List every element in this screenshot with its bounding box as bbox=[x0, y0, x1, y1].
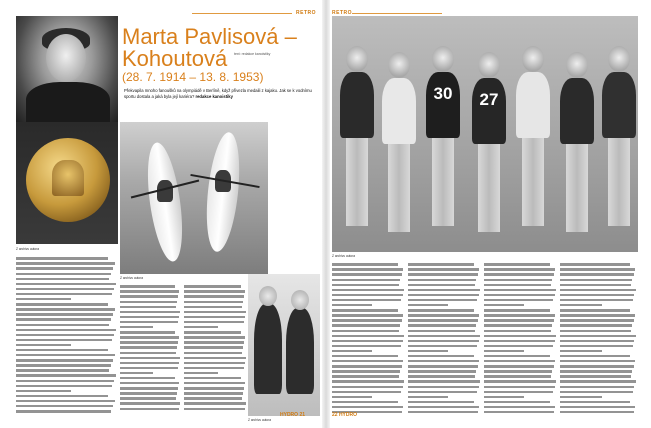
lead-text: Překvapila mnoho fanoušků na olympiádě v Berlíně, když přivezla medaili z kajaku. Jak se k vodnímu sportu dostala a jaká byla její kariéra? bbox=[124, 88, 312, 100]
article-headline: Marta Pavlisová – Kohoutová bbox=[122, 24, 297, 71]
medal-caption: Z archivu autora bbox=[16, 247, 40, 251]
body-text-line bbox=[408, 410, 480, 415]
medal-photo bbox=[16, 122, 118, 244]
right-page-folio: 22 HYDRO bbox=[332, 412, 358, 418]
body-column-3 bbox=[184, 284, 246, 416]
two-women-caption: Z archivu autora bbox=[248, 418, 272, 422]
kayak-photo bbox=[120, 122, 268, 274]
medal-icon bbox=[26, 138, 110, 222]
retro-rule bbox=[352, 13, 442, 14]
article-dates: (28. 7. 1914 – 13. 8. 1953) bbox=[122, 70, 264, 84]
team-photo bbox=[332, 16, 638, 252]
body-column-1 bbox=[16, 256, 116, 418]
right-page bbox=[330, 4, 640, 422]
article-credits: text: redakce kanoistiky bbox=[234, 52, 271, 56]
two-women-photo bbox=[248, 274, 320, 416]
bib-number: 30 bbox=[433, 84, 453, 103]
article-lead bbox=[124, 88, 318, 100]
body-column-2 bbox=[120, 284, 180, 416]
body-column-6 bbox=[484, 262, 556, 418]
body-text-line bbox=[484, 410, 556, 415]
body-text-line bbox=[560, 410, 636, 415]
body-column-4 bbox=[332, 262, 404, 418]
body-column-5 bbox=[408, 262, 480, 418]
portrait-photo bbox=[16, 16, 118, 122]
body-text-line bbox=[120, 406, 180, 411]
body-text-line bbox=[184, 406, 246, 411]
retro-tag: RETRO bbox=[296, 10, 316, 16]
body-text-line bbox=[16, 409, 116, 414]
kayak-caption: Z archivu autora bbox=[120, 276, 144, 280]
left-page-folio: HYDRO 21 bbox=[280, 412, 306, 418]
lead-byline: redakce kanoistiky bbox=[195, 94, 233, 100]
spread-gutter bbox=[322, 0, 330, 428]
body-column-7 bbox=[560, 262, 636, 418]
retro-rule bbox=[192, 13, 292, 14]
bib-number: 27 bbox=[479, 90, 499, 109]
left-page bbox=[12, 4, 322, 422]
team-caption: Z archivu autora bbox=[332, 254, 356, 258]
retro-tag: RETRO bbox=[332, 10, 352, 16]
